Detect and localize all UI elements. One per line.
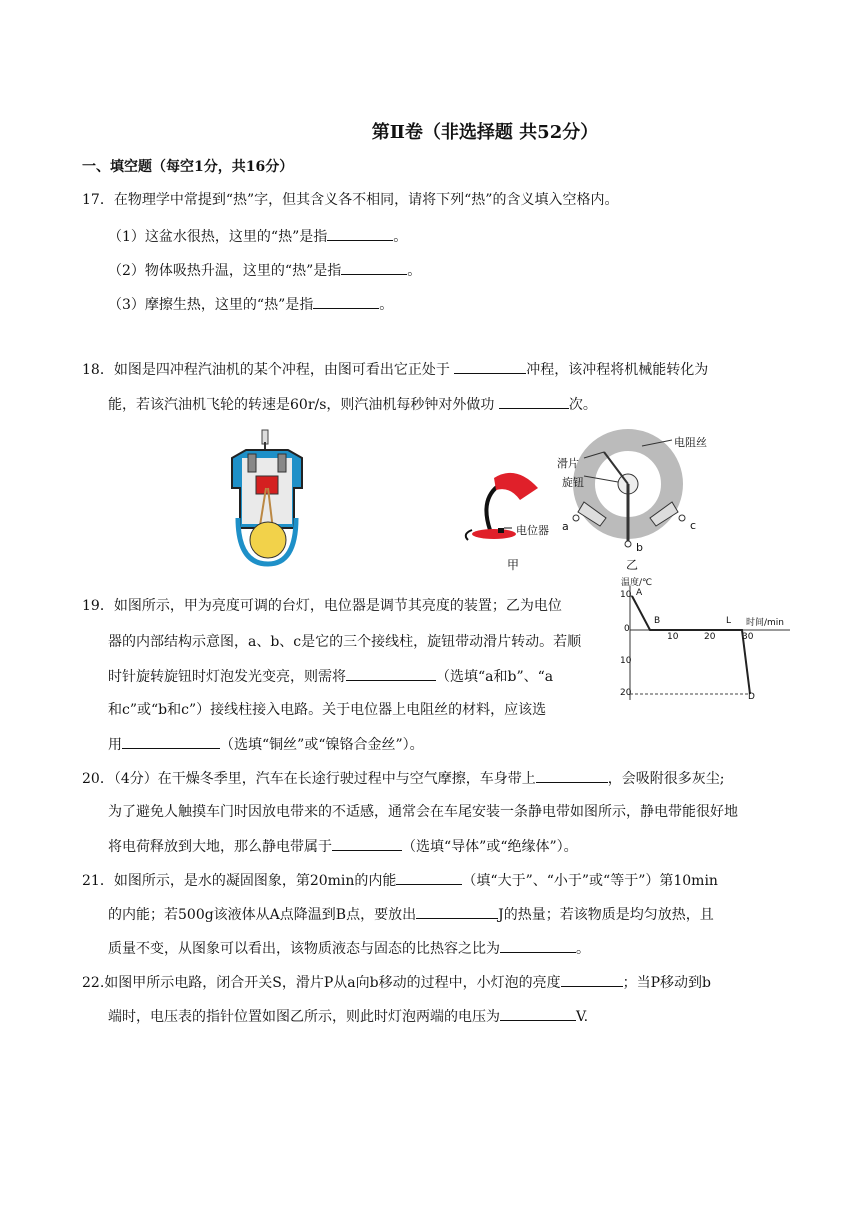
answer-blank[interactable] <box>536 768 608 783</box>
q21-line1: 21．如图所示，是水的凝固图象，第20min的内能 （填“大于”、“小于”或“等于”）第10min <box>82 870 718 891</box>
knob-label: 旋钮 <box>562 476 584 489</box>
answer-blank[interactable] <box>313 294 379 309</box>
answer-blank[interactable] <box>332 836 402 851</box>
graph-tick-y-neg20: 20 <box>620 688 632 698</box>
q19-line1: 19．如图所示，甲为亮度可调的台灯，电位器是调节其亮度的装置；乙为电位 <box>82 598 562 614</box>
q18-line1: 18．如图是四冲程汽油机的某个冲程，由图可看出它正处于 冲程，该冲程将机械能转化为 <box>82 359 708 380</box>
figure-yi-label: 乙 <box>626 558 639 572</box>
q19-line3: 时针旋转旋钮时灯泡发光变亮，则需将 （选填“a和b”、“a <box>108 666 553 687</box>
q20-line2: 为了避免人触摸车门时因放电带来的不适感，通常会在车尾安装一条静电带如图所示，静电带能很好地 <box>108 804 738 820</box>
graph-point-a: A <box>636 588 643 598</box>
graph-tick-x-30: 30 <box>742 632 754 642</box>
q22-line2: 端时，电压表的指针位置如图乙所示，则此时灯泡两端的电压为 V. <box>108 1006 588 1027</box>
q22-line1: 22.如图甲所示电路，闭合开关S，滑片P从a向b移动的过程中，小灯泡的亮度 ；当P移动到b <box>82 972 711 993</box>
graph-ylabel: 温度/℃ <box>621 578 653 588</box>
q19-line4: 和c”或“b和c”）接线柱接入电路。关于电位器上电阻丝的材料，应该选 <box>108 702 547 718</box>
q17-part1: （1）这盆水很热，这里的“热”是指 。 <box>108 226 407 247</box>
answer-blank[interactable] <box>122 734 220 749</box>
figure-jia-label: 甲 <box>507 558 520 572</box>
q17-stem: 17．在物理学中常提到“热”字，但其含义各不相同，请将下列“热”的含义填入空格内。 <box>82 192 619 208</box>
q21-line2: 的内能；若500g该液体从A点降温到B点，要放出 J的热量；若该物质是均匀放热，且 <box>108 904 714 925</box>
answer-blank[interactable] <box>561 972 623 987</box>
answer-blank[interactable] <box>396 870 462 885</box>
graph-point-b: B <box>654 616 661 626</box>
answer-blank[interactable] <box>500 938 576 953</box>
freezing-graph <box>606 576 796 706</box>
graph-tick-x-10: 10 <box>667 632 679 642</box>
q19-line2: 器的内部结构示意图，a、b、c是它的三个接线柱，旋钮带动滑片转动。若顺 <box>108 634 582 650</box>
answer-blank[interactable] <box>454 359 526 374</box>
answer-blank[interactable] <box>341 260 407 275</box>
wire-label: 电阻丝 <box>674 436 707 449</box>
graph-tick-x-20: 20 <box>704 632 716 642</box>
engine-diagram <box>228 428 306 568</box>
q18-line2: 能，若该汽油机飞轮的转速是60r/s，则汽油机每秒钟对外做功 次。 <box>108 394 597 415</box>
graph-tick-y-10: 10 <box>620 590 632 600</box>
q21-line3: 质量不变，从图象可以看出，该物质液态与固态的比热容之比为 。 <box>108 938 590 959</box>
potentiometer-label: 电位器 <box>516 524 549 537</box>
slider-label: 滑片 <box>557 457 579 470</box>
answer-blank[interactable] <box>500 1006 576 1021</box>
graph-point-l: L <box>726 616 732 626</box>
graph-point-d: D <box>748 692 755 702</box>
q19-line5: 用 （选填“铜丝”或“镍铬合金丝”）。 <box>108 734 424 755</box>
answer-blank[interactable] <box>499 394 569 409</box>
graph-tick-y-0: 0 <box>624 624 630 634</box>
page-title: 第Ⅱ卷（非选择题 共52分） <box>371 122 599 143</box>
section-heading: 一、填空题（每空1分，共16分） <box>82 159 294 175</box>
answer-blank[interactable] <box>327 226 393 241</box>
terminal-a-label: a <box>562 520 569 533</box>
q17-part3: （3）摩擦生热，这里的“热”是指 。 <box>108 294 393 315</box>
graph-xlabel: 时间/min <box>746 618 785 628</box>
terminal-b-label: b <box>636 541 643 554</box>
terminal-c-label: c <box>690 519 697 532</box>
q20-line3: 将电荷释放到大地，那么静电带属于 （选填“导体”或“绝缘体”）。 <box>108 836 578 857</box>
graph-tick-y-neg10: 10 <box>620 656 632 666</box>
q17-part2: （2）物体吸热升温，这里的“热”是指 。 <box>108 260 421 281</box>
answer-blank[interactable] <box>416 904 498 919</box>
q20-line1: 20．（4分）在干燥冬季里，汽车在长途行驶过程中与空气摩擦，车身带上 ，会吸附很多灰尘; <box>82 768 724 789</box>
answer-blank[interactable] <box>346 666 436 681</box>
